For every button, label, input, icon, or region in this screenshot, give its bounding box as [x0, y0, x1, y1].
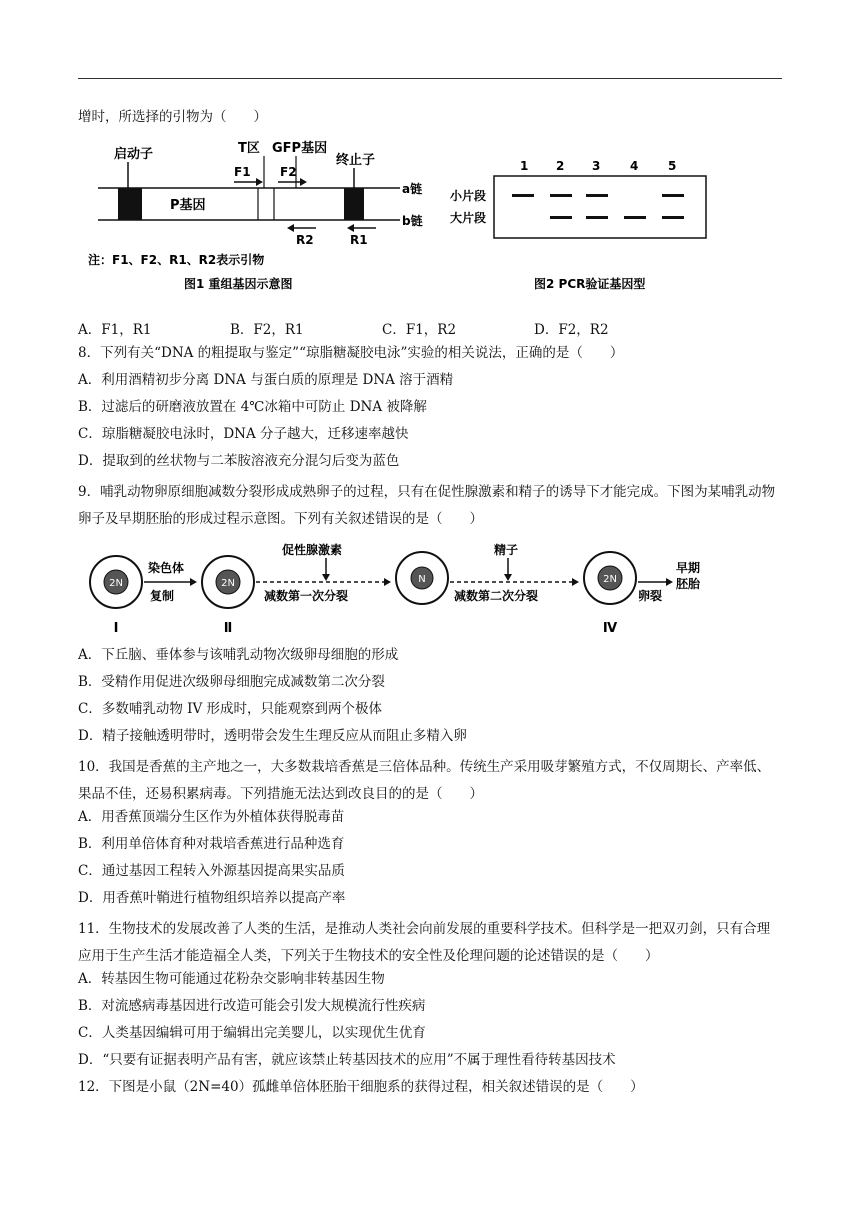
- header-rule: [78, 78, 782, 79]
- r2-label: R2: [296, 233, 314, 247]
- q11-option-a: A．转基因生物可能通过花粉杂交影响非转基因生物: [78, 971, 385, 987]
- q8-option-c: C．琼脂糖凝胶电泳时，DNA 分子越大，迁移速率越快: [78, 426, 409, 442]
- p-gene-label: P基因: [170, 198, 206, 213]
- q8-stem: 8．下列有关“DNA 的粗提取与鉴定”“琼脂糖凝胶电泳”实验的相关说法，正确的是（ ）: [78, 345, 624, 361]
- q8-option-d: D．提取到的丝状物与二苯胺溶液充分混匀后变为蓝色: [78, 453, 400, 469]
- gonadotropin-label: 促性腺激素: [282, 543, 343, 557]
- t-region-label: T区: [238, 141, 260, 156]
- q10-option-d: D．用香蕉叶鞘进行植物组织培养以提高产率: [78, 890, 346, 906]
- q7-options: [78, 318, 782, 338]
- r1-label: R1: [350, 233, 368, 247]
- cell-1-roman: I: [113, 621, 119, 636]
- q12-stem: 12．下图是小鼠（2N=40）孤雌单倍体胚胎干细胞系的获得过程，相关叙述错误的是（ ）: [78, 1079, 644, 1095]
- terminator-label: 终止子: [336, 153, 376, 168]
- q11-option-d: D．“只要有证据表明产品有害，就应该禁止转基因技术的应用”不属于理性看待转基因技术: [78, 1052, 616, 1068]
- cell-2-label: 2N: [221, 578, 235, 589]
- q9-option-d: D．精子接触透明带时，透明带会发生生理反应从而阻止多精入卵: [78, 728, 467, 744]
- cleavage-label: 卵裂: [638, 589, 663, 603]
- gfp-label: GFP基因: [272, 141, 328, 156]
- a-strand-label: a链: [402, 182, 423, 196]
- chrom-rep-line1: 染色体: [148, 561, 185, 575]
- small-fragment-label: 小片段: [450, 189, 487, 203]
- q10-option-c: C．通过基因工程转入外源基因提高果实品质: [78, 863, 345, 879]
- q8-option-a: A．利用酒精初步分离 DNA 与蛋白质的原理是 DNA 溶于酒精: [78, 372, 454, 388]
- early-embryo-line2: 胚胎: [676, 577, 701, 591]
- cell-4-roman: Ⅳ: [602, 621, 618, 636]
- cell-2-roman: Ⅱ: [223, 621, 233, 636]
- lane-2: 2: [556, 159, 565, 173]
- q11-stem: 11．生物技术的发展改善了人类的生活，是推动人类社会向前发展的重要科学技术。但科学是一把双刃剑，只有合理应用于生产生活才能造福全人类，下列关于生物技术的安全性及伦理问题的论述错误的是（ ）: [78, 921, 771, 964]
- lane-4: 4: [630, 159, 639, 173]
- meiosis-1-label: 减数第一次分裂: [264, 589, 349, 603]
- q10-stem: 10．我国是香蕉的主产地之一，大多数栽培香蕉是三倍体品种。传统生产采用吸芽繁殖方式，不仅周期长、产率低、果品不佳，还易积累病毒。下列措施无法达到改良目的的是（ ）: [78, 759, 771, 802]
- q8-option-b: B．过滤后的研磨液放置在 4℃冰箱中可防止 DNA 被降解: [78, 399, 427, 415]
- promoter-label: 启动子: [114, 147, 154, 162]
- q9-stem: 9．哺乳动物卵原细胞减数分裂形成成熟卵子的过程，只有在促性腺激素和精子的诱导下才能完成。下图为某哺乳动物卵子及早期胚胎的形成过程示意图。下列有关叙述错误的是（ ）: [78, 484, 776, 527]
- figure-1-caption: 图1 重组基因示意图: [184, 277, 293, 291]
- q9-option-c: C．多数哺乳动物 IV 形成时，只能观察到两个极体: [78, 701, 382, 717]
- large-fragment-label: 大片段: [450, 211, 487, 225]
- q10-option-a: A．用香蕉顶端分生区作为外植体获得脱毒苗: [78, 809, 345, 825]
- lane-1: 1: [520, 159, 529, 173]
- figure-2-pcr-gel: [446, 150, 716, 300]
- early-embryo-line1: 早期: [676, 561, 701, 575]
- b-strand-label: b链: [402, 214, 423, 228]
- sperm-label: 精子: [494, 543, 519, 557]
- q10-option-b: B．利用单倍体育种对栽培香蕉进行品种选育: [78, 836, 345, 852]
- figure-1-note: 注：F1、F2、R1、R2表示引物: [88, 253, 265, 267]
- lane-5: 5: [668, 159, 677, 173]
- f2-label: F2: [280, 165, 297, 179]
- meiosis-2-label: 减数第二次分裂: [454, 589, 539, 603]
- figure-3-oocyte-process: [86, 538, 706, 638]
- q7-option-c: C．F1，R2: [382, 322, 457, 338]
- chrom-rep-line2: 复制: [150, 589, 175, 603]
- q7-option-a: A．F1，R1: [78, 322, 152, 338]
- cell-3-label: N: [418, 574, 426, 585]
- q7-option-d: D．F2，R2: [534, 322, 609, 338]
- cell-1-label: 2N: [109, 578, 123, 589]
- q7-option-b: B．F2，R1: [230, 322, 304, 338]
- q9-option-a: A．下丘脑、垂体参与该哺乳动物次级卵母细胞的形成: [78, 647, 399, 663]
- f1-label: F1: [234, 165, 251, 179]
- lane-3: 3: [592, 159, 601, 173]
- q9-option-b: B．受精作用促进次级卵母细胞完成减数第二次分裂: [78, 674, 385, 690]
- cell-4-label: 2N: [603, 574, 617, 585]
- figure-1-recombinant-gene: [88, 138, 428, 298]
- figure-2-caption: 图2 PCR验证基因型: [534, 277, 646, 291]
- q7-stem-tail: 增时，所选择的引物为（ ）: [78, 109, 267, 125]
- q11-option-c: C．人类基因编辑可用于编辑出完美婴儿，以实现优生优育: [78, 1025, 426, 1041]
- q11-option-b: B．对流感病毒基因进行改造可能会引发大规模流行性疾病: [78, 998, 426, 1014]
